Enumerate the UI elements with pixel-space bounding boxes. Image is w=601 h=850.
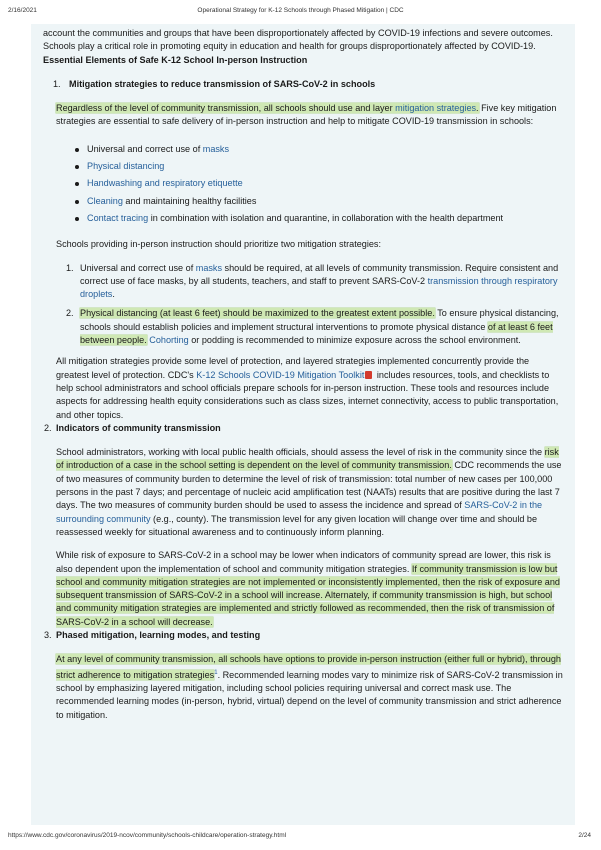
bullet-distancing bbox=[75, 160, 563, 177]
item-2-heading: Indicators of community transmission bbox=[56, 422, 221, 433]
bullet-handwashing bbox=[75, 177, 563, 194]
priority-number: 1. bbox=[66, 262, 74, 273]
print-date: 2/16/2021 bbox=[8, 7, 37, 14]
priority-1-text bbox=[80, 262, 563, 302]
hl-text-end: . bbox=[476, 103, 479, 114]
cleaning-link[interactable]: Cleaning bbox=[87, 195, 123, 206]
all-mitigation-text bbox=[56, 355, 563, 421]
respiratory-droplets-link[interactable]: transmission through respiratory droplets bbox=[80, 275, 558, 300]
bullet-text-post: in combination with isolation and quarantine, in collaboration with the health department bbox=[148, 212, 504, 223]
cohorting-link[interactable]: Cohorting bbox=[149, 335, 189, 346]
article-content bbox=[43, 27, 563, 722]
highlight: risk of introduction of a case in the school setting is dependent on the level of community transmission. bbox=[56, 447, 559, 471]
text: or podding is recommended to minimize exposure across the school environment. bbox=[188, 335, 521, 346]
priority-2-text bbox=[80, 307, 563, 347]
print-header bbox=[0, 7, 601, 19]
item-2-body bbox=[43, 446, 563, 629]
strategy-bullets bbox=[56, 143, 563, 229]
hl-text: Regardless of the level of community transmission, all schools should use and layer bbox=[56, 103, 396, 114]
text: CDC recommends the use of two measures of community burden to determine the level of risk of transmission: total number of new cases per 100,000 persons in the past 7 days; and percentage of nucleic acid amplification test (NAATs) results that are positive during the last 7 days. The two measures of community burden should be used to assess the incidence and spread of bbox=[56, 460, 562, 511]
bullet-text-post: and maintaining healthy facilities bbox=[122, 195, 257, 206]
print-title: Operational Strategy for K-12 Schools through Phased Mitigation | CDC bbox=[197, 7, 404, 14]
text: (e.g., county). The transmission level for any given location will change over time and should be reassessed weekly for situational awareness and to continuously inform planning. bbox=[56, 513, 538, 537]
handwashing-link[interactable]: Handwashing and respiratory etiquette bbox=[87, 178, 243, 189]
item-1-number: 1. bbox=[53, 78, 61, 89]
text: should be required, at all levels of community transmission. Require consistent and correct use of face masks, by all students, teachers, and staff to prevent SARS-CoV-2 bbox=[80, 262, 559, 286]
item-1-body bbox=[43, 102, 563, 422]
prioritize-text: Schools providing in-person instruction should prioritize two mitigation strategies: bbox=[56, 239, 382, 250]
footnote-link[interactable]: 1 bbox=[214, 669, 218, 676]
pdf-icon bbox=[365, 371, 372, 379]
physical-distancing-link[interactable]: Physical distancing bbox=[87, 161, 165, 172]
item-3-body bbox=[43, 653, 563, 722]
text: . bbox=[112, 289, 115, 300]
surrounding-community-link[interactable]: SARS-CoV-2 in the surrounding community bbox=[56, 500, 543, 524]
highlight bbox=[56, 103, 479, 113]
text: Universal and correct use of bbox=[80, 262, 196, 273]
item-3-p1 bbox=[56, 653, 563, 722]
masks-link[interactable]: masks bbox=[202, 143, 230, 154]
item-1-intro bbox=[56, 102, 563, 129]
highlight: If community transmission is low but school and community mitigation strategies are not implemented or inconsistently implemented, then the risk of exposure and subsequent transmission of SARS-CoV-2 in a school will increase. Alternately, if community transmission is high, but school and community mitigation strategies are implemented and strictly followed as recommended, then the risk of transmission of SARS-CoV-2 in a school will decrease. bbox=[56, 563, 560, 627]
text: School administrators, working with local public health officials, should assess the level of risk in the community since the bbox=[56, 447, 545, 458]
bullet-masks bbox=[75, 143, 563, 160]
intro-paragraph: account the communities and groups that have been disproportionately affected by COVID-19 infections and severe outcomes. Schools play a critical role in promoting equity in education and health for groups disproportionately affected by COVID-19. bbox=[43, 28, 553, 52]
toolkit-link[interactable]: K-12 Schools COVID-19 Mitigation Toolkit bbox=[196, 369, 365, 380]
page-number: 2/24 bbox=[578, 832, 591, 839]
item-2 bbox=[44, 422, 563, 435]
item-2-number: 2. bbox=[44, 422, 52, 433]
item-3-number: 3. bbox=[44, 629, 52, 640]
masks-link-2[interactable]: masks bbox=[195, 262, 223, 273]
contact-tracing-link[interactable]: Contact tracing bbox=[87, 212, 149, 223]
item-1-heading: Mitigation strategies to reduce transmission of SARS-CoV-2 in schools bbox=[69, 78, 376, 89]
main-list bbox=[43, 78, 563, 91]
text: To ensure physical distancing, schools should establish policies and implement structural interventions to promote physical distance bbox=[80, 308, 559, 332]
item-1-intro-rest: Five key mitigation strategies are essential to safe delivery of in-person instruction and help to mitigate COVID-19 transmission in schools: bbox=[56, 103, 557, 127]
item-1 bbox=[53, 78, 563, 91]
bullet-text: Universal and correct use of bbox=[87, 143, 203, 154]
highlight: At any level of community transmission, all schools have options to provide in-person instruction (either full or hybrid), through strict adherence to mitigation strategies bbox=[56, 654, 561, 680]
text: includes resources, tools, and checklists to help school administrators and school officials prepare schools for in-person instruction. These tools and resources include aspects for addressing health equity considerations such as class sizes, internet connectivity, access to public transportation, and other topics. bbox=[56, 369, 559, 420]
priority-item-2 bbox=[66, 307, 563, 347]
text: All mitigation strategies provide some level of protection, and layered strategies implemented concurrently provide the greatest level of protection. CDC's bbox=[56, 356, 530, 380]
priority-list bbox=[56, 262, 563, 348]
priority-item-1 bbox=[66, 262, 563, 302]
highlight: of at least 6 feet between people. bbox=[80, 321, 553, 346]
print-url: https://www.cdc.gov/coronavirus/2019-ncov/community/schools-childcare/operation-strategy.html bbox=[8, 832, 287, 839]
highlight: Physical distancing (at least 6 feet) should be maximized to the greatest extent possible. bbox=[80, 308, 435, 319]
priority-number: 2. bbox=[66, 308, 74, 319]
bullet-cleaning bbox=[75, 195, 563, 212]
mitigation-strategies-link[interactable]: mitigation strategies bbox=[395, 103, 477, 114]
text: . Recommended learning modes vary to minimize risk of SARS-CoV-2 transmission in school by emphasizing layered mitigation, including school policies requiring universal and correct mask use. The recommended learning modes (in-person, hybrid, virtual) depend on the level of community transmission and strict adherence to mitigation. bbox=[56, 669, 563, 720]
item-2-p1 bbox=[56, 446, 563, 539]
item-3-heading: Phased mitigation, learning modes, and testing bbox=[56, 629, 261, 640]
section-title: Essential Elements of Safe K-12 School In-person Instruction bbox=[43, 54, 308, 65]
item-2-p2 bbox=[56, 549, 563, 629]
text: While risk of exposure to SARS-CoV-2 in a school may be lower when indicators of community spread are lower, this risk is also dependent upon the implementation of school and community mitigation strategies. bbox=[56, 550, 551, 574]
item-3 bbox=[44, 629, 563, 642]
bullet-contact-tracing bbox=[75, 212, 563, 229]
